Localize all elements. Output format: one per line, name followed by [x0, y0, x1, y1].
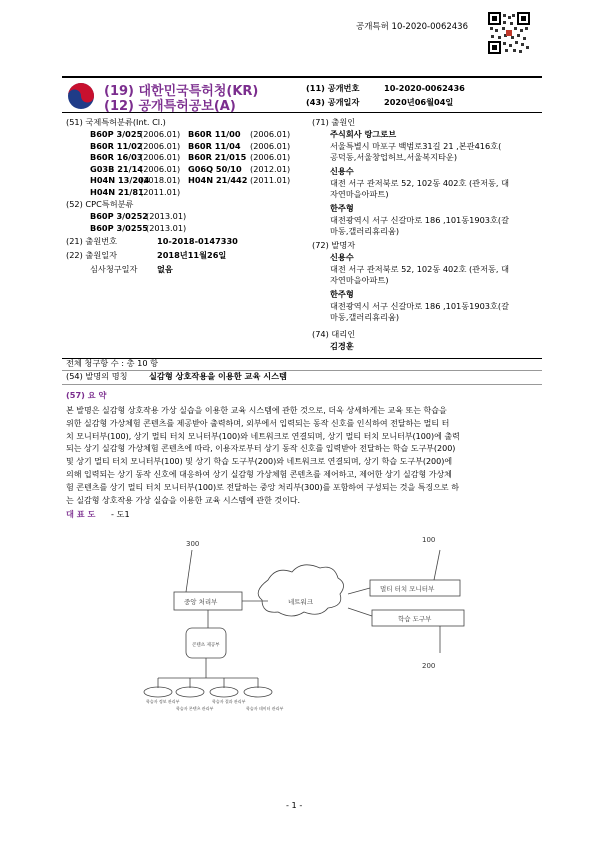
representative-figure-value: - 도1	[111, 509, 130, 519]
pub-number-label: (11) 공개번호	[306, 83, 360, 93]
ipc-code: B60R 11/02	[90, 140, 143, 151]
ipc-version: (2006.01)	[250, 152, 291, 162]
abstract-line: 치 모니터부(100), 상기 멀티 터치 모니터부(100)와 네트워크로 연결되며, 상기 멀티 터치 모니터부(100)에 출력	[66, 431, 460, 441]
exam-request-value: 없음	[157, 264, 173, 274]
inventor-address: 대전광역시 서구 신갈마로 186 ,101동1903호(갈	[330, 301, 510, 311]
ipc-code: B60R 21/015	[188, 152, 247, 162]
cpc-version: (2013.01)	[146, 222, 187, 233]
applicant-name: 한주형	[330, 203, 354, 213]
application-number-value: 10-2018-0147330	[157, 236, 238, 246]
ipc-version: (2006.01)	[140, 152, 181, 162]
ipc-code: G06Q 50/10	[188, 163, 242, 174]
applicant-label: (71) 출원인	[312, 117, 356, 127]
ipc-code: H04N 21/81	[90, 186, 144, 197]
abstract-line: 는 실감형 상호작용 가상 실습을 이용한 교육 시스템에 관한 것이다.	[66, 495, 301, 505]
title-label: (54) 발명의 명칭	[66, 371, 128, 381]
pub-date-label: (43) 공개일자	[306, 97, 360, 107]
label-network: 네트워크	[288, 598, 314, 606]
ipc-version: (2011.01)	[250, 175, 291, 185]
cpc-version: (2013.01)	[146, 211, 187, 221]
system-diagram	[140, 528, 480, 728]
applicant-address: 서울특별시 마포구 백범로31길 21 ,본관416호(	[330, 141, 502, 151]
application-date-label: (22) 출원일자	[66, 250, 118, 260]
label-sub1: 학습자 정보 관리부	[146, 699, 180, 704]
applicant-address: 공덕동,서울창업허브,서울복지타운)	[330, 152, 458, 162]
ipc-version: (2011.01)	[140, 186, 181, 197]
ipc-version: (2012.01)	[250, 163, 291, 174]
cpc-label: (52) CPC특허분류	[66, 199, 134, 209]
ipc-version: (2006.01)	[140, 129, 181, 139]
label-central: 중앙 처리부	[184, 598, 218, 606]
cpc-code: B60P 3/0252	[90, 211, 148, 221]
label-100: 100	[422, 536, 436, 544]
title-rule	[62, 384, 542, 385]
representative-figure-label: 대 표 도	[66, 509, 96, 519]
ipc-label: (51) 국제특허분류(Int. Cl.)	[66, 117, 166, 127]
inventor-address: 자연마을아파트)	[330, 275, 389, 285]
header-rule-top	[62, 76, 542, 78]
claims-rule	[62, 370, 542, 371]
ipc-code: H04N 21/442	[188, 175, 248, 185]
label-top: 콘텐츠 제공부	[192, 643, 220, 648]
inventor-name: 신용수	[330, 252, 354, 262]
page-number: - 1 -	[286, 800, 303, 810]
ipc-version: (2018.01)	[140, 175, 181, 185]
ipc-code: G03B 21/14	[90, 163, 143, 174]
application-number-label: (21) 출원번호	[66, 236, 118, 246]
ipc-version: (2006.01)	[250, 140, 291, 151]
applicant-name: 신용수	[330, 166, 354, 176]
inventor-address: 대전 서구 관저북로 52, 102동 402호 (관저동, 대	[330, 264, 510, 274]
qr-code	[488, 12, 530, 54]
inventor-name: 한주형	[330, 289, 354, 299]
ipc-code: B60R 11/04	[188, 140, 241, 151]
cpc-code: B60P 3/0255	[90, 222, 148, 233]
pub-number-value: 10-2020-0062436	[384, 83, 465, 93]
agent-name: 김경훈	[330, 341, 354, 351]
publication-number: 공개특허 10-2020-0062436	[356, 22, 468, 32]
ipc-code: B60R 11/00	[188, 129, 241, 139]
ipc-code: H04N 13/204	[90, 175, 150, 185]
claims-count: 전체 청구항 수 : 총 10 항	[66, 358, 159, 368]
abstract-line: 험 콘텐츠를 상기 멀티 터치 모니터부(100)로 전달하는 중앙 처리부(300)를 포함하여 구성되는 것을 특징으로 하	[66, 482, 459, 492]
ipc-code: B60R 16/03	[90, 152, 143, 162]
inventor-address: 마동,갤러리휴리움)	[330, 312, 400, 322]
applicant-address: 마동,갤러리휴리움)	[330, 226, 400, 236]
abstract-line: 본 발명은 실감형 상호작용 가상 실습을 이용한 교육 시스템에 관한 것으로, 더욱 상세하게는 교육 또는 학습을	[66, 406, 447, 415]
ipc-version: (2006.01)	[140, 140, 181, 151]
label-sub4: 학습자 데이터 관리부	[246, 706, 284, 711]
applicant-address: 대전광역시 서구 신갈마로 186 ,101동1903호(갈	[330, 215, 510, 225]
inventor-label: (72) 발명자	[312, 240, 356, 250]
applicant-address: 자연마을아파트)	[330, 189, 389, 199]
header-rule-bottom	[62, 112, 542, 113]
label-300: 300	[186, 540, 200, 548]
abstract-line: 되는 상기 실감형 가상체험 콘텐츠에 따라, 이용자로부터 상기 동작 신호를 입력받아 전달하는 학습 도구부(200)	[66, 444, 456, 454]
agent-label: (74) 대리인	[312, 329, 356, 339]
pub-date-value: 2020년06월04일	[384, 97, 454, 107]
label-sub2: 학습자 콘텐츠 관리부	[176, 706, 214, 711]
abstract-line: 및 상기 멀티 터치 모니터부(100) 및 상기 학습 도구부(200)와 네트워크로 연결되며, 상기 학습 도구부(200)에	[66, 457, 453, 467]
abstract-label: (57) 요 약	[66, 390, 107, 400]
ipc-version: (2006.01)	[250, 129, 291, 139]
exam-request-label: 심사청구일자	[90, 264, 138, 274]
abstract-line: 위한 실감형 가상체험 콘텐츠를 제공받아 출력하며, 외부에서 입력되는 동작 신호를 인식하여 전달하는 멀티 터	[66, 418, 450, 428]
ipc-code: B60P 3/025	[90, 129, 143, 139]
application-date-value: 2018년11월26일	[157, 250, 227, 260]
applicant-name: 주식회사 랑그로브	[330, 129, 397, 139]
label-sub3: 학습자 결과 관리부	[212, 699, 246, 704]
abstract-line: 의해 입력되는 상기 동작 신호에 대응하여 상기 실감형 가상체험 콘텐츠를 제어하고, 제어한 상기 실감형 가상체	[66, 470, 452, 479]
office-title: (19) 대한민국특허청(KR)	[104, 84, 259, 99]
label-tool: 학습 도구부	[398, 615, 432, 623]
label-200: 200	[422, 662, 436, 670]
invention-title: 실감형 상호작용을 이용한 교육 시스템	[149, 371, 287, 381]
ipc-version: (2006.01)	[140, 163, 181, 174]
label-monitor: 멀티 터치 모니터부	[380, 585, 435, 593]
gazette-title: (12) 공개특허공보(A)	[104, 99, 236, 114]
applicant-address: 대전 서구 관저북로 52, 102동 402호 (관저동, 대	[330, 178, 510, 188]
kipo-logo	[67, 82, 95, 110]
